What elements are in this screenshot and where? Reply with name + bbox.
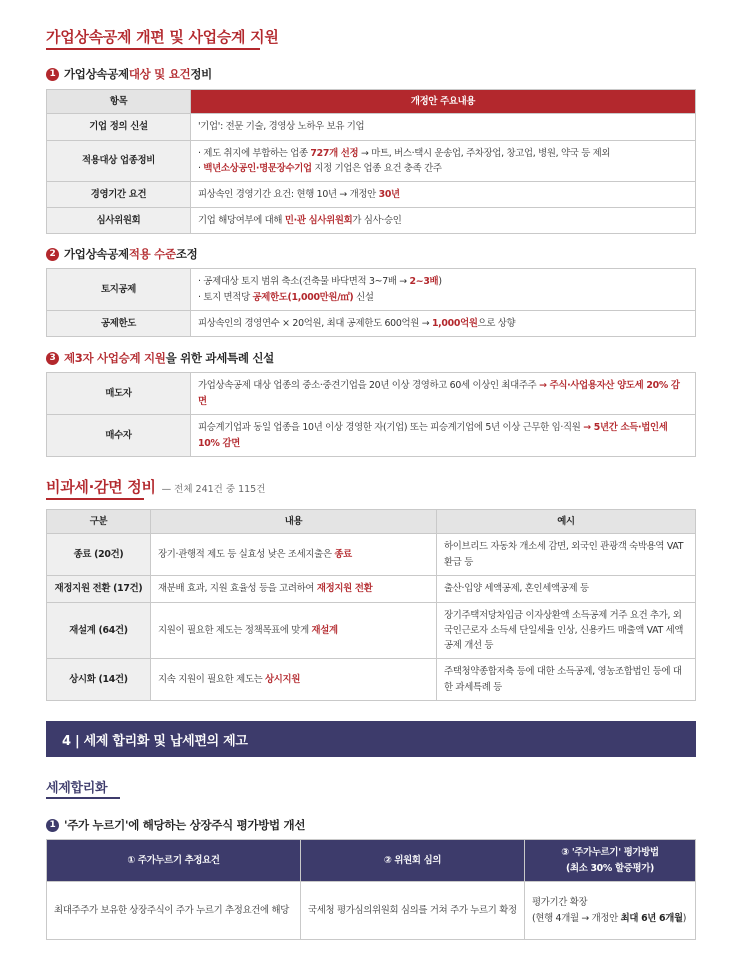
number-badge-2: 2 (46, 248, 59, 261)
subheading-2-highlight: 적용 수준 (128, 247, 176, 261)
subheading-2 (46, 246, 197, 262)
subheading-1 (46, 66, 212, 82)
table-eligibility (46, 89, 696, 234)
table-row (47, 603, 696, 659)
table-header-content: 개정안 주요내용 (191, 90, 696, 114)
subheading-3-suffix: 을 위한 과세특례 신설 (165, 351, 274, 365)
section-2-title: 비과세·감면 정비 (46, 478, 156, 496)
content-line-2 (198, 290, 688, 305)
table-row (47, 114, 696, 141)
highlight: 재설계 (311, 624, 338, 636)
row-label: 상시화 (14건) (47, 659, 151, 701)
text: 장기·관행적 제도 등 실효성 낮은 조세지출은 (158, 548, 335, 560)
highlight: 민·관 심사위원회 (284, 214, 353, 226)
row-label: 재정지원 전환 (17건) (47, 576, 151, 603)
text: · (198, 163, 204, 174)
section-2-note: — 전체 241건 중 115건 (161, 484, 266, 495)
chapter-bar: 4 | 세제 합리화 및 납세편의 제고 (46, 721, 696, 757)
table-row (47, 882, 696, 940)
number-badge-3: 3 (46, 352, 59, 365)
highlight: 공제한도(1,000만원/㎡) (252, 291, 354, 303)
row-label: 종료 (20건) (47, 534, 151, 576)
subheading-1-prefix: 가업상속공제 (64, 67, 129, 81)
row-content (191, 311, 696, 337)
table-header-category: 구분 (47, 510, 151, 534)
table-stock-valuation (46, 839, 696, 940)
text: · 공제대상 토지 범위 축소(건축물 바닥면적 3~7배 → (198, 276, 410, 288)
content-line-2 (198, 161, 688, 176)
section-title-underline (46, 48, 260, 50)
subheading-3-highlight: 제3자 사업승계 지원 (64, 351, 166, 365)
row-example: 출산·입양 세액공제, 혼인세액공제 등 (437, 576, 696, 603)
section-3-underline (46, 797, 120, 799)
header-line-1: ③ '주가누르기' 평가방법 (561, 847, 659, 859)
row-label: 기업 정의 신설 (47, 114, 191, 141)
text: ) (438, 276, 442, 288)
table-header-committee: ② 위원회 심의 (301, 840, 525, 882)
highlight: 종료 (334, 548, 352, 560)
highlight: 727개 선정 (310, 147, 359, 159)
table-row (47, 576, 696, 603)
table-header-method (525, 840, 696, 882)
subheading-4-text: '주가 누르기'에 해당하는 상장주식 평가방법 개선 (64, 818, 306, 832)
text: 가업상속공제 대상 업종의 중소·중견기업을 20년 이상 경영하고 60세 이상인 최대주주 (198, 380, 540, 392)
highlight: 최대 6년 6개월 (620, 912, 683, 924)
cell-requirement: 최대주주가 보유한 상장주식이 주가 누르기 추정요건에 해당 (47, 882, 301, 940)
text: 신설 (353, 291, 374, 303)
row-content (151, 576, 437, 603)
highlight: 상시지원 (265, 673, 301, 685)
row-content (151, 659, 437, 701)
text: · 토지 면적당 (198, 291, 253, 303)
table-row (47, 373, 696, 415)
cell-committee: 국세청 평가심의위원회 심의를 거쳐 주가 누르기 확정 (301, 882, 525, 940)
highlight: 30년 (378, 188, 400, 200)
row-label: 공제한도 (47, 311, 191, 337)
row-content (191, 141, 696, 182)
row-content (191, 182, 696, 208)
subheading-3 (46, 350, 274, 366)
highlight: 1,000억원 (431, 317, 478, 329)
table-row (47, 534, 696, 576)
highlight: 2~3배 (409, 276, 439, 288)
row-label: 심사위원회 (47, 208, 191, 234)
method-line-1: 평가기간 확장 (532, 897, 588, 909)
highlight: → 주식·사업용자산 양도세 20% 감면 (198, 380, 680, 407)
row-example: 장기주택저당차입금 이자상환액 소득공제 거주 요건 추가, 외국인근로자 소득세 단일세율 인상, 신용카드 매출액 VAT 세액공제 개선 등 (437, 603, 696, 659)
highlight: → 5년간 소득·법인세 10% 감면 (198, 422, 668, 449)
text: 가 심사·승인 (352, 214, 402, 226)
table-deduction (46, 268, 696, 337)
table-header-item: 항목 (47, 90, 191, 114)
text: 지속 지원이 필요한 제도는 (158, 673, 266, 685)
row-content (191, 208, 696, 234)
section-title-inheritance: 가업상속공제 개편 및 사업승계 지원 (46, 28, 279, 46)
section-2-underline (46, 498, 144, 500)
highlight: 재정지원 전환 (316, 583, 373, 595)
text: · 제도 취지에 부합하는 업종 (198, 147, 311, 159)
text: 으로 상향 (477, 317, 516, 329)
row-content (151, 534, 437, 576)
subheading-4 (46, 817, 305, 833)
subheading-2-prefix: 가업상속공제 (64, 247, 129, 261)
subheading-1-highlight: 대상 및 요건 (128, 67, 191, 81)
number-badge-4: 1 (46, 819, 59, 832)
highlight: 백년소상공인·명문장수기업 (203, 163, 312, 174)
subheading-1-suffix: 정비 (190, 67, 212, 81)
content-line-1 (198, 274, 688, 289)
row-label: 재설계 (64건) (47, 603, 151, 659)
table-row (47, 182, 696, 208)
section-3-title: 세제합리화 (46, 781, 108, 796)
text: 기업 해당여부에 대해 (198, 214, 285, 226)
text: 피승계기업과 동일 업종을 10년 이상 경영한 자(기업) 또는 피승계기업에 5년 이상 근무한 임·직원 (198, 422, 584, 434)
text: ) (682, 912, 687, 924)
table-row (47, 141, 696, 182)
text: '기업': 전문 기술, 경영상 노하우 보유 기업 (198, 121, 365, 133)
subheading-2-suffix: 조정 (175, 247, 198, 261)
table-header-requirement: ① 주가누르기 추정요건 (47, 840, 301, 882)
row-content (191, 415, 696, 457)
row-content (151, 603, 437, 659)
table-row (47, 659, 696, 701)
table-exemptions (46, 509, 696, 701)
number-badge-1: 1 (46, 68, 59, 81)
row-example: 하이브리드 자동차 개소세 감면, 외국인 관광객 숙박용역 VAT 환급 등 (437, 534, 696, 576)
row-label: 매수자 (47, 415, 191, 457)
section-title-exemptions (46, 476, 265, 497)
row-content (191, 114, 696, 141)
row-label: 경영기간 요건 (47, 182, 191, 208)
text: → 마트, 버스·택시 운송업, 주차장업, 창고업, 병원, 약국 등 제외 (358, 147, 611, 159)
row-example: 주택청약종합저축 등에 대한 소득공제, 영농조합법인 등에 대한 과세특례 등 (437, 659, 696, 701)
row-label: 매도자 (47, 373, 191, 415)
text: (현행 4개월 → 개정안 (532, 912, 621, 924)
content-line-1 (198, 146, 688, 161)
row-content (191, 373, 696, 415)
row-label: 적용대상 업종정비 (47, 141, 191, 182)
text: 지정 기업은 업종 요건 충족 간주 (311, 163, 442, 174)
table-succession (46, 372, 696, 457)
row-label: 토지공제 (47, 269, 191, 311)
table-row (47, 208, 696, 234)
table-row (47, 269, 696, 311)
table-row (47, 311, 696, 337)
cell-method (525, 882, 696, 940)
table-header-example: 예시 (437, 510, 696, 534)
table-header-content: 내용 (151, 510, 437, 534)
text: 피상속인 경영기간 요건: 현행 10년 → 개정안 (198, 188, 379, 200)
row-content (191, 269, 696, 311)
header-line-2: (최소 30% 할증평가) (566, 862, 654, 874)
text: 지원이 필요한 제도는 정책목표에 맞게 (158, 624, 312, 636)
table-row (47, 415, 696, 457)
text: 재분배 효과, 지원 효율성 등을 고려하여 (158, 583, 317, 595)
text: 피상속인의 경영연수 × 20억원, 최대 공제한도 600억원 → (198, 317, 432, 329)
